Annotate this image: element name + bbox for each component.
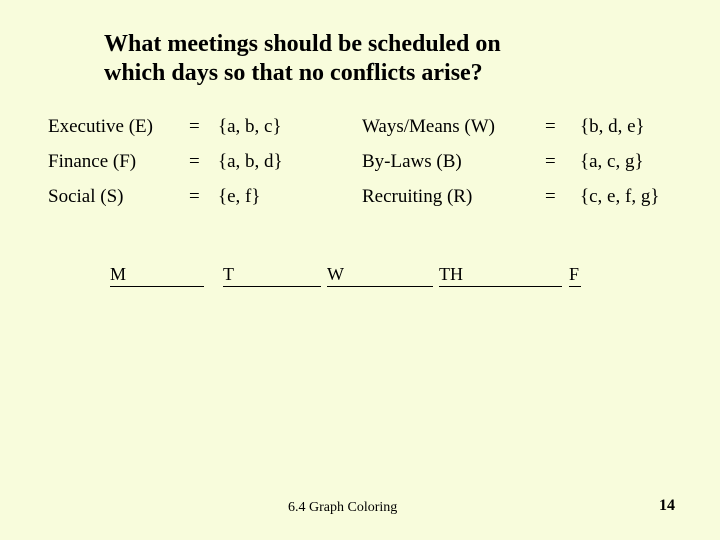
committee-social-set: {e, f} [218,186,261,207]
day-slot-tuesday: T [223,264,321,287]
title-line-1: What meetings should be scheduled on [104,31,501,57]
day-slot-monday: M [110,264,204,287]
committee-executive-eq: = [189,116,200,137]
day-slot-friday: F [569,264,581,287]
committee-recruiting-name: Recruiting (R) [362,186,473,207]
committee-waysmeans-eq: = [545,116,556,137]
committee-bylaws-name: By-Laws (B) [362,151,462,172]
committee-social-name: Social (S) [48,186,124,207]
committee-finance-eq: = [189,151,200,172]
day-slot-thursday: TH [439,264,562,287]
day-slot-wednesday: W [327,264,433,287]
committee-finance-name: Finance (F) [48,151,137,172]
page-number: 14 [659,497,675,514]
committee-executive-name: Executive (E) [48,116,153,137]
committee-bylaws-eq: = [545,151,556,172]
committee-social-eq: = [189,186,200,207]
committee-waysmeans-set: {b, d, e} [580,116,645,137]
committee-executive-set: {a, b, c} [218,116,282,137]
title-line-2: which days so that no conflicts arise? [104,60,483,86]
committee-recruiting-eq: = [545,186,556,207]
slide-title [104,30,501,88]
committee-bylaws-set: {a, c, g} [580,151,644,172]
committee-waysmeans-name: Ways/Means (W) [362,116,496,137]
committee-finance-set: {a, b, d} [218,151,283,172]
footer-section-label: 6.4 Graph Coloring [288,500,398,515]
committee-recruiting-set: {c, e, f, g} [580,186,660,207]
